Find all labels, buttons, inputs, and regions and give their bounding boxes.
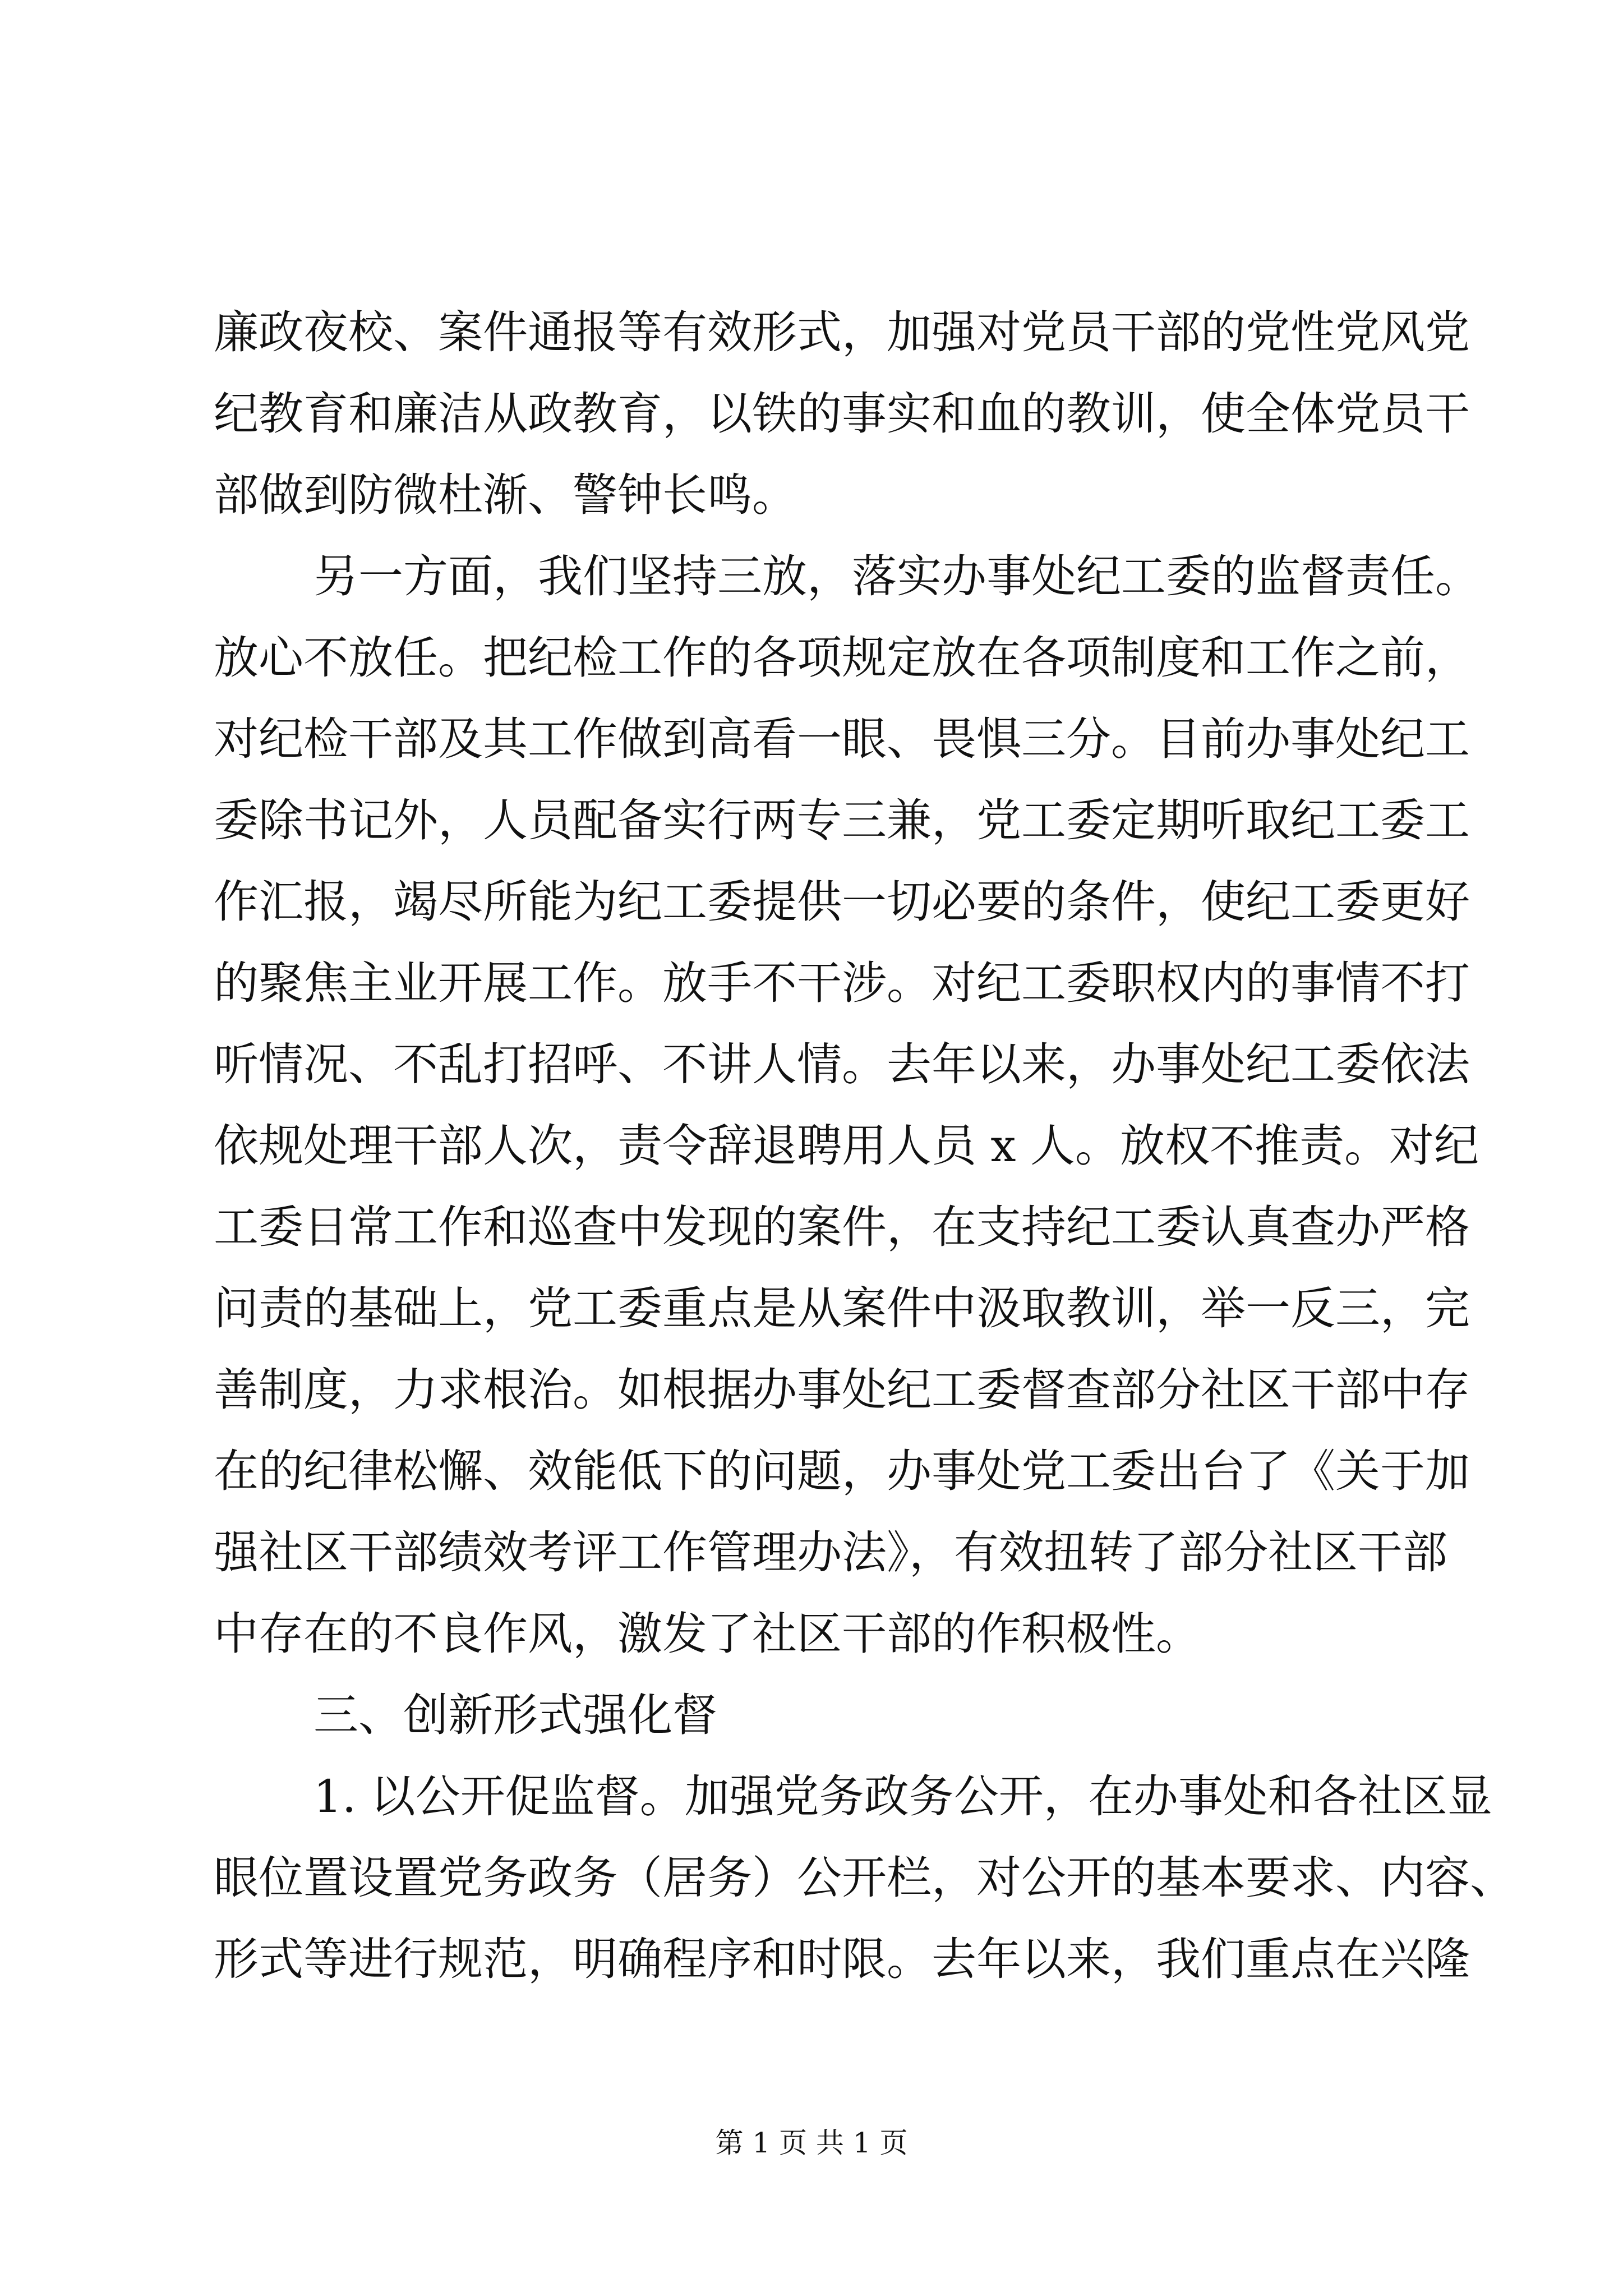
text-line-15: 在的纪律松懈、效能低下的问题，办事处党工委出台了《关于加 bbox=[214, 1445, 1470, 1497]
text-line-10: 听情况、不乱打招呼、不讲人情。去年以来，办事处纪工委依法 bbox=[214, 1038, 1470, 1091]
text-line-1: 廉政夜校、案件通报等有效形式，加强对党员干部的党性党风党 bbox=[214, 306, 1470, 358]
text-line-6: 对纪检干部及其工作做到高看一眼、畏惧三分。目前办事处纪工 bbox=[214, 713, 1470, 765]
text-line-14: 善制度，力求根治。如根据办事处纪工委督查部分社区干部中存 bbox=[214, 1364, 1470, 1416]
text-line-2: 纪教育和廉洁从政教育，以铁的事实和血的教训，使全体党员干 bbox=[214, 388, 1470, 440]
text-line-16: 强社区干部绩效考评工作管理办法》，有效扭转了部分社区干部 bbox=[214, 1526, 1447, 1579]
text-line-13: 问责的基础上，党工委重点是从案件中汲取教训，举一反三，完 bbox=[214, 1282, 1470, 1335]
text-line-7: 委除书记外，人员配备实行两专三兼，党工委定期听取纪工委工 bbox=[214, 794, 1470, 846]
text-line-11: 依规处理干部人次，责令辞退聘用人员 x 人。放权不推责。对纪 bbox=[214, 1120, 1479, 1172]
text-line-19: 1. 以公开促监督。加强党务政务公开，在办事处和各社区显 bbox=[313, 1770, 1492, 1823]
text-line-20: 眼位置设置党务政务（居务）公开栏，对公开的基本要求、内容、 bbox=[214, 1852, 1515, 1904]
text-line-21: 形式等进行规范，明确程序和时限。去年以来，我们重点在兴隆 bbox=[214, 1933, 1470, 1985]
page-footer: 第 1 页 共 1 页 bbox=[715, 2127, 908, 2159]
section-heading: 三、创新形式强化督 bbox=[313, 1689, 717, 1741]
text-line-4: 另一方面，我们坚持三放，落实办事处纪工委的监督责任。 bbox=[313, 550, 1480, 602]
text-line-3: 部做到防微杜渐、警钟长鸣。 bbox=[214, 469, 797, 521]
text-line-12: 工委日常工作和巡查中发现的案件，在支持纪工委认真查办严格 bbox=[214, 1201, 1470, 1253]
text-line-17: 中存在的不良作风，激发了社区干部的作积极性。 bbox=[214, 1608, 1201, 1660]
text-line-5: 放心不放任。把纪检工作的各项规定放在各项制度和工作之前， bbox=[214, 632, 1470, 684]
text-line-8: 作汇报，竭尽所能为纪工委提供一切必要的条件，使纪工委更好 bbox=[214, 876, 1470, 928]
text-line-9: 的聚焦主业开展工作。放手不干涉。对纪工委职权内的事情不打 bbox=[214, 957, 1470, 1009]
document-body bbox=[214, 292, 1515, 2000]
